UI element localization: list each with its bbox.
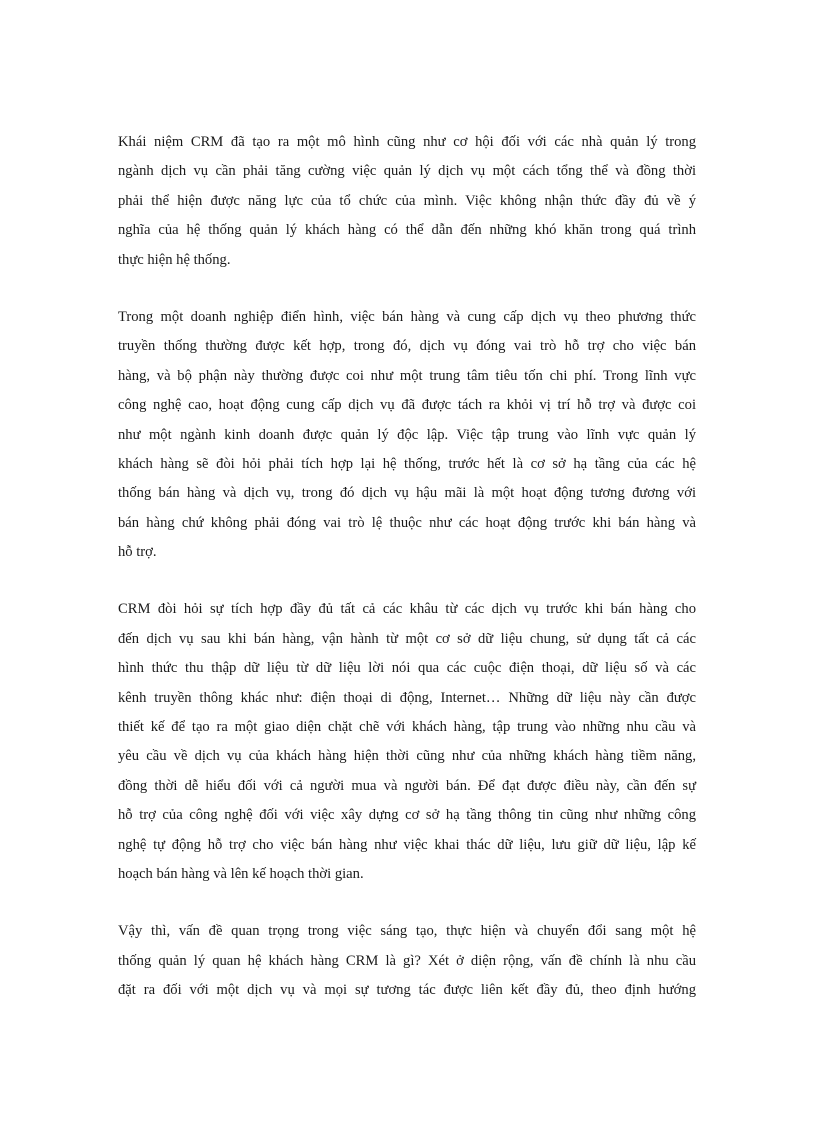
document-body xyxy=(118,128,696,1034)
text-line: bán hàng chứ không phải đóng vai trò lệ thuộc như các hoạt động trước khi bán hàng và xyxy=(118,514,696,531)
text-line: Khái niệm CRM đã tạo ra một mô hình cũng như cơ hội đối với các nhà quản lý trong xyxy=(118,134,696,150)
paragraph-key-question xyxy=(118,917,696,1005)
text-line: hàng, và bộ phận này thường được coi như một trung tâm tiêu tốn chi phí. Trong lĩnh vực xyxy=(118,367,696,384)
text-line: nghĩa của hệ thống quản lý khách hàng có thể dẫn đến những khó khăn trong quá trình xyxy=(118,222,696,239)
text-line: Vậy thì, vấn đề quan trọng trong việc sáng tạo, thực hiện và chuyển đổi sang một hệ xyxy=(118,923,696,940)
text-line: đặt ra đối với một dịch vụ và mọi sự tương tác được liên kết đầy đủ, theo định hướng xyxy=(118,982,696,999)
text-line: Trong một doanh nghiệp điển hình, việc bán hàng và cung cấp dịch vụ theo phương thức xyxy=(118,308,696,325)
text-line: đến dịch vụ sau khi bán hàng, vận hành từ một cơ sở dữ liệu chung, sử dụng tất cả các xyxy=(118,630,696,647)
text-line: công nghệ cao, hoạt động cung cấp dịch vụ đã được tách ra khỏi vị trí hỗ trợ và được coi xyxy=(118,397,696,414)
text-line: kênh truyền thông khác như: điện thoại di động, Internet… Những dữ liệu này cần được xyxy=(118,689,696,706)
text-line: hình thức thu thập dữ liệu từ dữ liệu lời nói qua các cuộc điện thoại, dữ liệu số và các xyxy=(118,660,696,677)
text-line: thiết kế để tạo ra một giao diện chặt chẽ với khách hàng, tập trung vào những nhu cầu và xyxy=(118,719,696,736)
text-line: hỗ trợ. xyxy=(118,544,157,561)
text-line: phải thể hiện được năng lực của tổ chức của mình. Việc không nhận thức đầy đủ về ý xyxy=(118,192,696,209)
text-line: CRM đòi hỏi sự tích hợp đầy đủ tất cả các khâu từ các dịch vụ trước khi bán hàng cho xyxy=(118,601,696,618)
text-line: thống bán hàng và dịch vụ, trong đó dịch vụ hậu mãi là một hoạt động tương đương với xyxy=(118,485,696,502)
text-line: hỗ trợ của công nghệ đối với việc xây dựng cơ sở hạ tầng thông tin cũng như những công xyxy=(118,807,696,824)
text-line: yêu cầu về dịch vụ của khách hàng hiện thời cũng như của những khách hàng tiềm năng, xyxy=(118,748,696,765)
text-line: hoạch bán hàng và lên kế hoạch thời gian. xyxy=(118,865,364,882)
paragraph-crm-concept xyxy=(118,128,696,275)
text-line: thống quản lý quan hệ khách hàng CRM là gì? Xét ở diện rộng, vấn đề chính là nhu cầu xyxy=(118,952,696,969)
text-line: như một ngành kinh doanh được quản lý độc lập. Việc tập trung vào lĩnh vực quản lý xyxy=(118,426,696,443)
paragraph-crm-integration xyxy=(118,595,696,889)
text-line: nghệ tự động hỗ trợ cho việc bán hàng như việc khai thác dữ liệu, lưu giữ dữ liệu, lập kế xyxy=(118,836,696,853)
text-line: thực hiện hệ thống. xyxy=(118,251,231,268)
text-line: ngành dịch vụ cần phải tăng cường việc quản lý dịch vụ một cách tổng thể và đồng thời xyxy=(118,163,696,180)
text-line: truyền thống thường được kết hợp, trong đó, dịch vụ đóng vai trò hỗ trợ cho việc bán xyxy=(118,338,696,355)
paragraph-typical-enterprise xyxy=(118,303,696,568)
text-line: đồng thời dễ hiểu đối với cả người mua và người bán. Để đạt được điều này, cần đến sự xyxy=(118,777,696,794)
text-line: khách hàng sẽ đòi hỏi phải tích hợp lại hệ thống, trước hết là cơ sở hạ tầng của các hệ xyxy=(118,455,696,472)
